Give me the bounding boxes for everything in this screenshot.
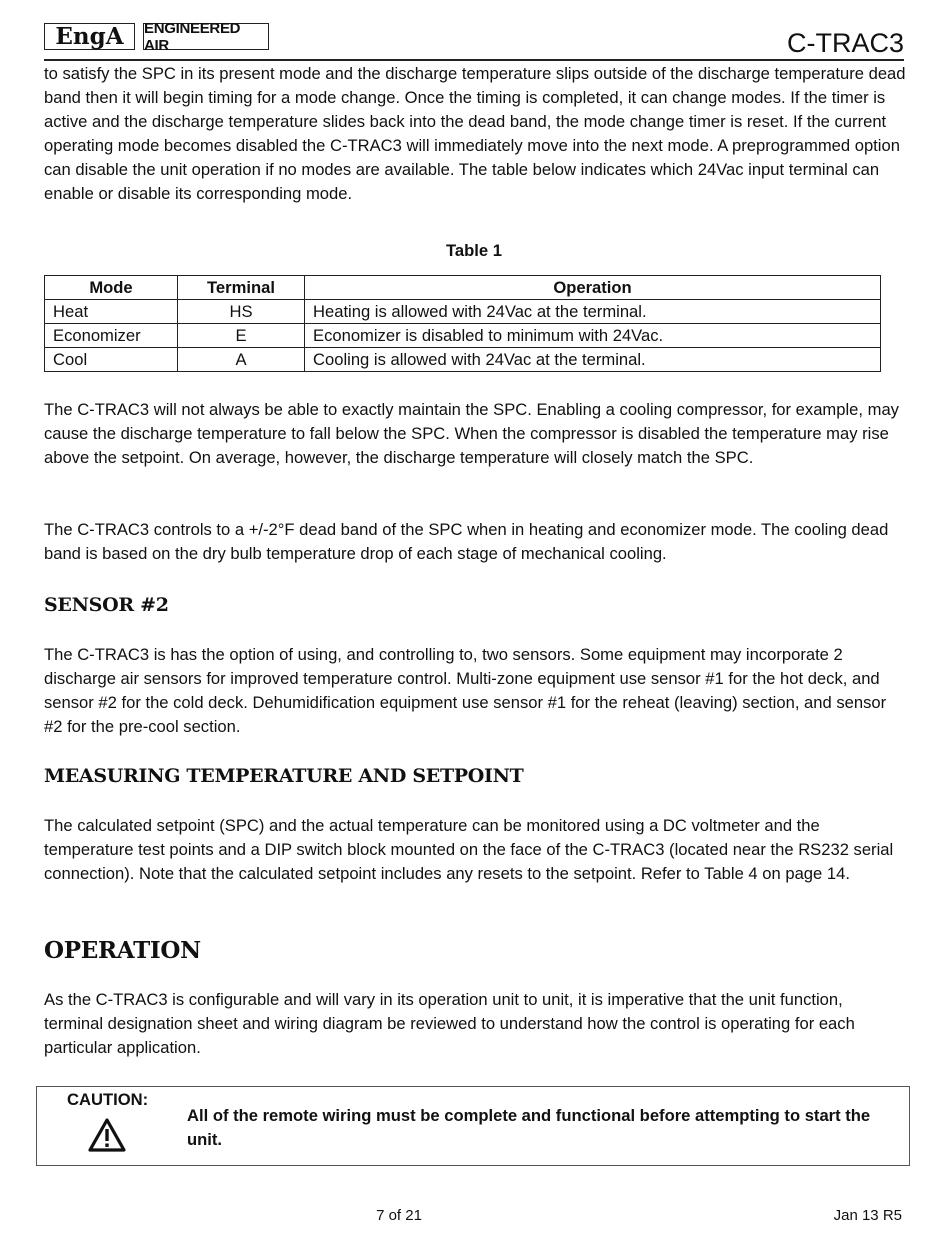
warning-triangle-icon: [87, 1117, 127, 1153]
cell-mode: Heat: [45, 300, 178, 324]
table-row: [45, 324, 881, 348]
table-row: [45, 348, 881, 372]
table-row: [45, 300, 881, 324]
document-code: C-TRAC3: [786, 28, 904, 58]
cell-terminal: A: [178, 348, 305, 372]
enga-logo-text: EngA: [55, 23, 124, 50]
engineered-air-logo: [143, 19, 269, 54]
table-caption: Table 1: [446, 241, 502, 260]
page-number: 7 of 21: [376, 1207, 422, 1224]
cell-mode: Economizer: [45, 324, 178, 348]
column-header-mode: Mode: [45, 276, 178, 300]
column-header-operation: Operation: [305, 276, 881, 300]
cell-terminal: HS: [178, 300, 305, 324]
caution-box: [36, 1086, 910, 1166]
caution-label: CAUTION:: [67, 1090, 149, 1109]
cell-terminal: E: [178, 324, 305, 348]
paragraph-dead-band: The C-TRAC3 controls to a +/-2°F dead band of the SPC when in heating and economizer mode. The cooling dead band is based on the dry bulb temperature drop of each stage of mechanical cooling.: [44, 520, 889, 564]
cell-operation: Cooling is allowed with 24Vac at the terminal.: [305, 348, 881, 372]
engineered-air-logo-text: ENGINEERED AIR: [144, 19, 241, 54]
table-header-row: [45, 276, 881, 300]
paragraph-measuring: The calculated setpoint (SPC) and the actual temperature can be monitored using a DC voltmeter and the temperature test points and a DIP switch block mounted on the face of the C-TRAC3 (located near the RS232 serial connection). Note that the calculated setpoint includes any resets to the setpoint. Refer to Table 4 on page 14.: [44, 816, 894, 884]
heading-sensor-2: SENSOR #2: [44, 594, 169, 616]
paragraph-operation: As the C-TRAC3 is configurable and will vary in its operation unit to unit, it is imperative that the unit function, terminal designation sheet and wiring diagram be reviewed to understand how the control is operating for each particular application.: [44, 990, 855, 1058]
page-header: [44, 20, 904, 60]
caution-text: All of the remote wiring must be complete and functional before attempting to start the unit.: [187, 1106, 871, 1149]
cell-operation: Economizer is disabled to minimum with 24Vac.: [305, 324, 881, 348]
revision-date: Jan 13 R5: [833, 1207, 902, 1224]
column-header-terminal: Terminal: [178, 276, 305, 300]
cell-operation: Heating is allowed with 24Vac at the terminal.: [305, 300, 881, 324]
heading-measuring: MEASURING TEMPERATURE AND SETPOINT: [44, 765, 524, 787]
paragraph-mode-change: to satisfy the SPC in its present mode and the discharge temperature slips outside of the discharge temperature dead band then it will begin timing for a mode change. Once the timing is completed, it can change modes. If the timer is active and the discharge temperature slides back into the dead band, the mode change timer is reset. If the current operating mode becomes disabled the C-TRAC3 will immediately move into the next mode. A preprogrammed option can disable the unit operation if no modes are available. The table below indicates which 24Vac input terminal can enable or disable its corresponding mode.: [44, 64, 906, 204]
modes-table: [44, 275, 881, 372]
header-divider: [44, 59, 904, 61]
enga-logo: [44, 23, 135, 50]
heading-operation: OPERATION: [44, 937, 201, 964]
paragraph-sensor-2: The C-TRAC3 is has the option of using, and controlling to, two sensors. Some equipment may incorporate 2 discharge air sensors for improved temperature control. Multi-zone equipment use sensor #1 for the hot deck, and sensor #2 for the cold deck. Dehumidification equipment use sensor #1 for the reheat (leaving) section, and sensor #2 for the pre-cool section.: [44, 645, 887, 737]
paragraph-spc-maintain: The C-TRAC3 will not always be able to exactly maintain the SPC. Enabling a cooling compressor, for example, may cause the discharge temperature to fall below the SPC. When the compressor is disabled the temperature may rise above the setpoint. On average, however, the discharge temperature will closely match the SPC.: [44, 400, 899, 468]
cell-mode: Cool: [45, 348, 178, 372]
